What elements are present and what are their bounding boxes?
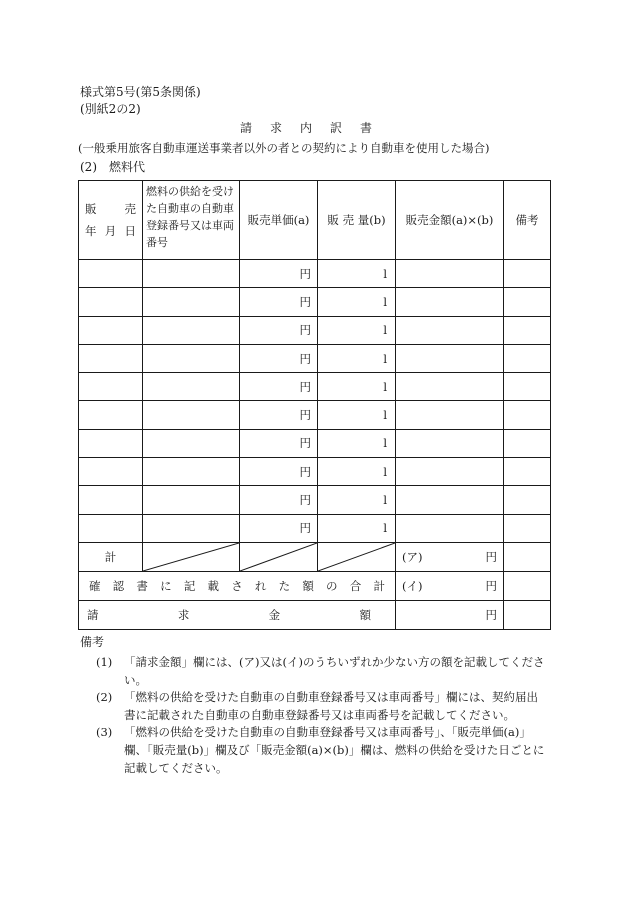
header-month-char: 月 — [104, 224, 117, 238]
claim-remarks-cell — [504, 600, 551, 629]
quantity-cell: l — [318, 260, 396, 288]
confirm-label-char: た — [278, 578, 291, 593]
quantity-cell: l — [318, 429, 396, 457]
confirm-label-char: に — [160, 578, 172, 593]
claim-yen: 円 — [485, 607, 497, 622]
table-row — [79, 288, 551, 316]
table-row — [79, 458, 551, 486]
statement-table — [78, 180, 551, 630]
diagonal-line — [240, 543, 317, 571]
table-row — [79, 429, 551, 457]
quantity-cell: l — [318, 316, 396, 344]
claim-amount-cell — [396, 600, 504, 629]
note-number: (1) — [96, 655, 113, 669]
amount-cell — [396, 514, 504, 542]
note-number: (2) — [96, 690, 113, 704]
date-cell — [79, 288, 143, 316]
unit-price-cell: 円 — [240, 316, 318, 344]
amount-cell — [396, 288, 504, 316]
date-cell — [79, 429, 143, 457]
quantity-cell: l — [318, 486, 396, 514]
amount-cell — [396, 344, 504, 372]
quantity-cell: l — [318, 373, 396, 401]
amount-cell — [396, 401, 504, 429]
claim-label-char: 金 — [268, 607, 281, 622]
note-text: 「燃料の供給を受けた自動車の自動車登録番号又は車両番号」、「販売単価(a)」欄、「販売量(b)」欄及び「販売金額(a)×(b)」欄は、燃料の供給を受けた日ごとに記載してください。 — [124, 725, 545, 775]
unit-price-cell: 円 — [240, 429, 318, 457]
registration-cell — [143, 316, 240, 344]
form-number: 様式第5号(第5条関係) — [80, 85, 201, 99]
registration-cell — [143, 429, 240, 457]
confirm-label-char: 合 — [349, 578, 362, 593]
confirm-label-char: さ — [231, 578, 243, 593]
table-row — [79, 514, 551, 542]
unit-price-cell: 円 — [240, 458, 318, 486]
amount-cell — [396, 260, 504, 288]
attachment-label: (別紙2の2) — [80, 102, 141, 116]
header-sale-char: 売 — [124, 202, 136, 216]
unit-price-cell: 円 — [240, 260, 318, 288]
header-sale-char: 販 — [85, 202, 97, 216]
registration-cell — [143, 514, 240, 542]
document-title: 請求内訳書 — [239, 121, 390, 135]
unit-price-cell: 円 — [240, 486, 318, 514]
quantity-cell: l — [318, 288, 396, 316]
unit-price-cell: 円 — [240, 344, 318, 372]
quantity-cell: l — [318, 401, 396, 429]
table-row — [79, 316, 551, 344]
header-quantity: 販 売 量(b) — [318, 181, 396, 260]
table-row — [79, 401, 551, 429]
header-row — [79, 181, 551, 260]
total-slash-cell — [143, 542, 240, 571]
amount-cell — [396, 458, 504, 486]
confirm-label-char: れ — [254, 578, 267, 593]
note-item — [96, 688, 556, 724]
registration-cell — [143, 260, 240, 288]
total-slash-cell — [318, 542, 396, 571]
confirm-mark: (イ) — [402, 578, 423, 593]
remarks-cell — [504, 514, 551, 542]
amount-cell — [396, 373, 504, 401]
remarks-cell — [504, 373, 551, 401]
date-cell — [79, 260, 143, 288]
total-remarks-cell — [504, 542, 551, 571]
confirm-row — [79, 571, 551, 600]
date-cell — [79, 401, 143, 429]
unit-price-cell: 円 — [240, 401, 318, 429]
claim-label-char: 求 — [177, 607, 190, 622]
header-day-char: 日 — [124, 224, 136, 238]
confirm-label-char: 記 — [183, 578, 196, 593]
amount-cell — [396, 486, 504, 514]
section-label: (2) 燃料代 — [80, 160, 145, 174]
unit-price-cell: 円 — [240, 373, 318, 401]
registration-cell — [143, 486, 240, 514]
total-mark: (ア) — [402, 549, 423, 564]
note-text: 「請求金額」欄には、(ア)又は(イ)のうちいずれか少ない方の額を記載してください。 — [124, 655, 545, 687]
total-yen: 円 — [485, 549, 497, 564]
unit-price-cell: 円 — [240, 514, 318, 542]
registration-cell — [143, 288, 240, 316]
registration-cell — [143, 344, 240, 372]
date-cell — [79, 316, 143, 344]
registration-cell — [143, 373, 240, 401]
header-amount: 販売金額(a)×(b) — [396, 181, 504, 260]
confirm-label-char: 書 — [136, 578, 148, 593]
date-cell — [79, 514, 143, 542]
quantity-cell: l — [318, 344, 396, 372]
header-registration: 燃料の供給を受けた自動車の自動車登録番号又は車両番号 — [143, 181, 240, 260]
header-unit-price: 販売単価(a) — [240, 181, 318, 260]
total-row — [79, 542, 551, 571]
table-row — [79, 373, 551, 401]
remarks-cell — [504, 316, 551, 344]
document-subtitle: (一般乗用旅客自動車運送事業者以外の者との契約により自動車を使用した場合) — [78, 141, 490, 155]
table-row — [79, 486, 551, 514]
remarks-cell — [504, 458, 551, 486]
amount-cell — [396, 316, 504, 344]
confirm-label-char: 額 — [302, 578, 314, 593]
confirm-label-char: 認 — [112, 578, 125, 593]
total-label: 計 — [79, 542, 143, 571]
remarks-cell — [504, 401, 551, 429]
unit-price-cell: 円 — [240, 288, 318, 316]
claim-row — [79, 600, 551, 629]
claim-label-char: 額 — [359, 607, 371, 622]
claim-label — [79, 600, 396, 629]
remarks-cell — [504, 486, 551, 514]
note-item — [96, 723, 556, 777]
date-cell — [79, 344, 143, 372]
confirm-amount-cell — [396, 571, 504, 600]
note-item — [96, 653, 556, 689]
table-row — [79, 260, 551, 288]
header-year-char: 年 — [85, 224, 97, 238]
confirm-label-char: 確 — [89, 578, 101, 593]
confirm-label-char: 計 — [373, 578, 385, 593]
remarks-cell — [504, 429, 551, 457]
quantity-cell: l — [318, 514, 396, 542]
confirm-label-char: の — [326, 578, 338, 593]
confirm-label-char: 載 — [207, 578, 220, 593]
remarks-cell — [504, 344, 551, 372]
registration-cell — [143, 401, 240, 429]
confirm-yen: 円 — [485, 578, 497, 593]
notes-title: 備考 — [80, 635, 105, 649]
date-cell — [79, 373, 143, 401]
table-row — [79, 344, 551, 372]
diagonal-line — [143, 543, 239, 571]
date-cell — [79, 486, 143, 514]
remarks-cell — [504, 288, 551, 316]
note-number: (3) — [96, 725, 113, 739]
confirm-remarks-cell — [504, 571, 551, 600]
total-amount-cell — [396, 542, 504, 571]
header-remarks: 備考 — [504, 181, 551, 260]
date-cell — [79, 458, 143, 486]
claim-label-char: 請 — [87, 607, 99, 622]
amount-cell — [396, 429, 504, 457]
remarks-cell — [504, 260, 551, 288]
confirm-label — [79, 571, 396, 600]
diagonal-line — [318, 543, 395, 571]
total-slash-cell — [240, 542, 318, 571]
header-sale-date — [79, 181, 143, 260]
note-text: 「燃料の供給を受けた自動車の自動車登録番号又は車両番号」欄には、契約届出書に記載された自動車の自動車登録番号又は車両番号を記載してください。 — [124, 690, 538, 722]
registration-cell — [143, 458, 240, 486]
quantity-cell: l — [318, 458, 396, 486]
